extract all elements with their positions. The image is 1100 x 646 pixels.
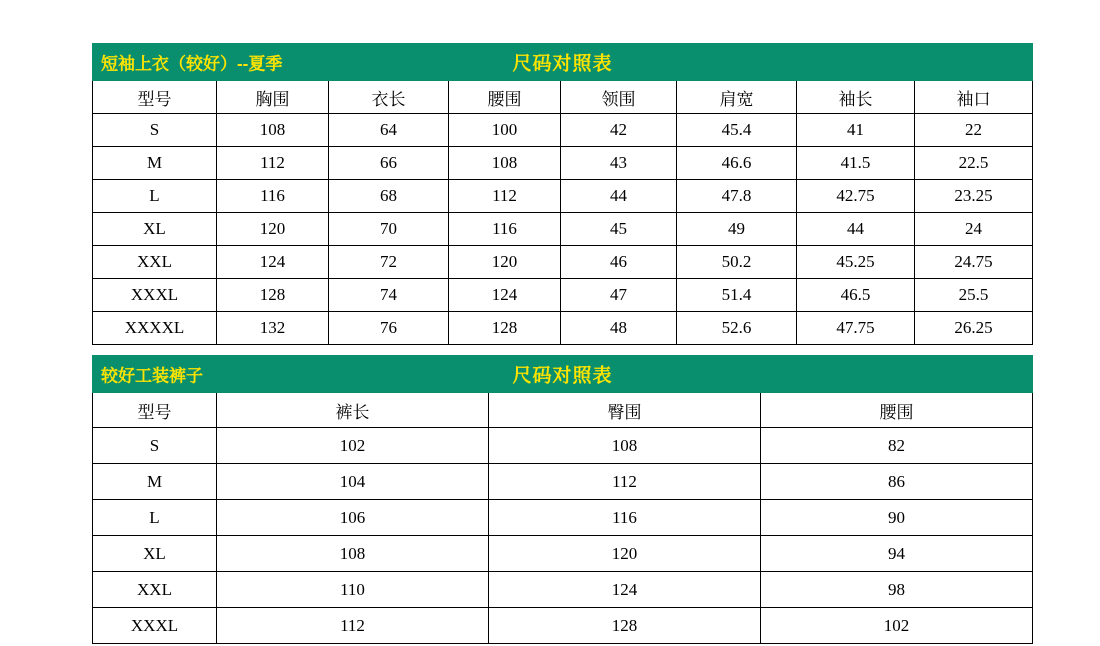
shirt-cell-collar: 44	[561, 180, 677, 213]
pants-cell-waist: 90	[761, 500, 1033, 536]
shirt-header-cell: 袖长	[797, 81, 915, 114]
pants-cell-hip: 116	[489, 500, 761, 536]
table-row	[93, 536, 1033, 572]
shirt-size-table	[92, 43, 1033, 345]
shirt-cell-chest: 108	[217, 114, 329, 147]
pants-cell-hip: 120	[489, 536, 761, 572]
shirt-table-banner-cell	[93, 44, 1033, 81]
shirt-cell-cuff: 24.75	[915, 246, 1033, 279]
shirt-cell-model: XXXL	[93, 279, 217, 312]
shirt-cell-chest: 120	[217, 213, 329, 246]
shirt-cell-cuff: 22.5	[915, 147, 1033, 180]
table-row	[93, 428, 1033, 464]
shirt-size-table-block	[92, 43, 1032, 345]
pants-cell-length: 102	[217, 428, 489, 464]
pants-size-table-block	[92, 355, 1032, 644]
shirt-cell-collar: 45	[561, 213, 677, 246]
shirt-cell-chest: 128	[217, 279, 329, 312]
shirt-cell-model: XL	[93, 213, 217, 246]
pants-cell-model: M	[93, 464, 217, 500]
shirt-cell-model: XXXXL	[93, 312, 217, 345]
shirt-cell-cuff: 25.5	[915, 279, 1033, 312]
pants-cell-waist: 86	[761, 464, 1033, 500]
shirt-cell-waist: 116	[449, 213, 561, 246]
shirt-cell-waist: 100	[449, 114, 561, 147]
shirt-cell-chest: 112	[217, 147, 329, 180]
table-row	[93, 114, 1033, 147]
shirt-banner-subtitle: 尺码对照表	[512, 53, 613, 75]
pants-banner-title: 较好工装裤子	[101, 366, 203, 386]
shirt-cell-sleeve: 44	[797, 213, 915, 246]
shirt-header-cell: 肩宽	[677, 81, 797, 114]
shirt-cell-waist: 112	[449, 180, 561, 213]
pants-header-cell: 臀围	[489, 393, 761, 428]
shirt-cell-length: 72	[329, 246, 449, 279]
pants-cell-model: XL	[93, 536, 217, 572]
pants-cell-hip: 128	[489, 608, 761, 644]
pants-cell-length: 108	[217, 536, 489, 572]
shirt-cell-model: M	[93, 147, 217, 180]
shirt-cell-shoulder: 52.6	[677, 312, 797, 345]
shirt-cell-length: 64	[329, 114, 449, 147]
shirt-cell-cuff: 24	[915, 213, 1033, 246]
pants-table-header-row	[93, 393, 1033, 428]
shirt-cell-shoulder: 45.4	[677, 114, 797, 147]
shirt-cell-waist: 124	[449, 279, 561, 312]
table-row	[93, 608, 1033, 644]
shirt-cell-length: 70	[329, 213, 449, 246]
shirt-cell-length: 66	[329, 147, 449, 180]
pants-header-cell: 腰围	[761, 393, 1033, 428]
pants-cell-length: 104	[217, 464, 489, 500]
pants-header-cell: 型号	[93, 393, 217, 428]
pants-table-banner-cell	[93, 356, 1033, 393]
pants-cell-model: XXL	[93, 572, 217, 608]
pants-table-banner-row	[93, 356, 1033, 393]
shirt-cell-chest: 116	[217, 180, 329, 213]
pants-cell-length: 106	[217, 500, 489, 536]
shirt-cell-model: XXL	[93, 246, 217, 279]
pants-banner-inner	[93, 356, 1032, 392]
pants-cell-waist: 102	[761, 608, 1033, 644]
shirt-cell-sleeve: 42.75	[797, 180, 915, 213]
pants-cell-waist: 94	[761, 536, 1033, 572]
shirt-header-cell: 袖口	[915, 81, 1033, 114]
shirt-table-banner-row	[93, 44, 1033, 81]
pants-cell-hip: 112	[489, 464, 761, 500]
shirt-cell-sleeve: 46.5	[797, 279, 915, 312]
pants-banner-subtitle: 尺码对照表	[512, 365, 613, 387]
shirt-cell-cuff: 22	[915, 114, 1033, 147]
shirt-header-cell: 领围	[561, 81, 677, 114]
shirt-cell-collar: 47	[561, 279, 677, 312]
shirt-cell-chest: 124	[217, 246, 329, 279]
shirt-cell-collar: 42	[561, 114, 677, 147]
pants-cell-waist: 82	[761, 428, 1033, 464]
shirt-header-cell: 胸围	[217, 81, 329, 114]
table-row	[93, 213, 1033, 246]
shirt-cell-sleeve: 41	[797, 114, 915, 147]
table-row	[93, 180, 1033, 213]
table-row	[93, 312, 1033, 345]
table-row	[93, 246, 1033, 279]
shirt-header-cell: 衣长	[329, 81, 449, 114]
shirt-banner-inner	[93, 44, 1032, 80]
shirt-cell-sleeve: 47.75	[797, 312, 915, 345]
table-row	[93, 500, 1033, 536]
pants-cell-length: 112	[217, 608, 489, 644]
pants-cell-waist: 98	[761, 572, 1033, 608]
table-row	[93, 279, 1033, 312]
pants-cell-model: S	[93, 428, 217, 464]
shirt-cell-model: S	[93, 114, 217, 147]
pants-cell-model: XXXL	[93, 608, 217, 644]
shirt-cell-shoulder: 47.8	[677, 180, 797, 213]
shirt-cell-length: 76	[329, 312, 449, 345]
table-row	[93, 464, 1033, 500]
shirt-cell-collar: 48	[561, 312, 677, 345]
shirt-cell-length: 74	[329, 279, 449, 312]
pants-cell-model: L	[93, 500, 217, 536]
shirt-cell-length: 68	[329, 180, 449, 213]
shirt-cell-shoulder: 50.2	[677, 246, 797, 279]
shirt-header-cell: 型号	[93, 81, 217, 114]
pants-cell-hip: 108	[489, 428, 761, 464]
pants-cell-length: 110	[217, 572, 489, 608]
pants-size-table	[92, 355, 1033, 644]
shirt-cell-collar: 46	[561, 246, 677, 279]
shirt-banner-title: 短袖上衣（较好）--夏季	[101, 54, 283, 74]
shirt-cell-shoulder: 46.6	[677, 147, 797, 180]
shirt-cell-shoulder: 49	[677, 213, 797, 246]
shirt-cell-cuff: 23.25	[915, 180, 1033, 213]
shirt-cell-waist: 108	[449, 147, 561, 180]
table-row	[93, 147, 1033, 180]
shirt-cell-collar: 43	[561, 147, 677, 180]
shirt-header-cell: 腰围	[449, 81, 561, 114]
shirt-cell-waist: 120	[449, 246, 561, 279]
shirt-cell-sleeve: 41.5	[797, 147, 915, 180]
pants-header-cell: 裤长	[217, 393, 489, 428]
shirt-cell-chest: 132	[217, 312, 329, 345]
shirt-cell-model: L	[93, 180, 217, 213]
shirt-cell-shoulder: 51.4	[677, 279, 797, 312]
shirt-table-header-row	[93, 81, 1033, 114]
table-row	[93, 572, 1033, 608]
pants-cell-hip: 124	[489, 572, 761, 608]
shirt-cell-waist: 128	[449, 312, 561, 345]
shirt-cell-sleeve: 45.25	[797, 246, 915, 279]
shirt-cell-cuff: 26.25	[915, 312, 1033, 345]
